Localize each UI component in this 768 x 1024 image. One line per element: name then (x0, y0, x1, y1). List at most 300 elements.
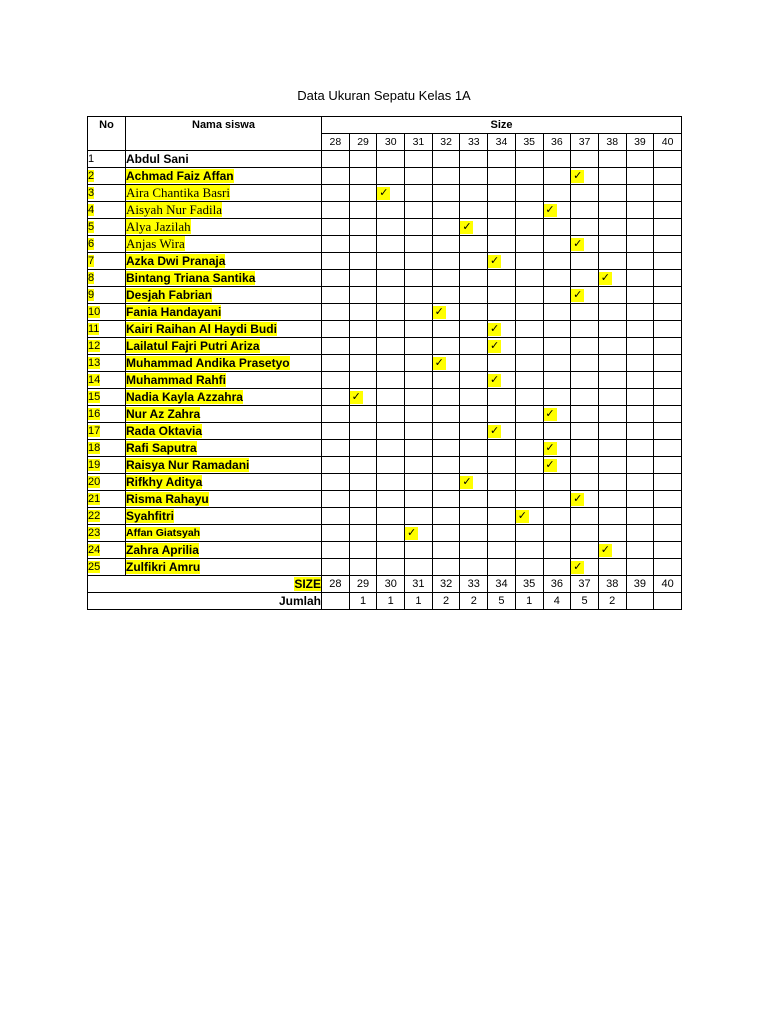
footer-size-value: 34 (488, 576, 516, 593)
size-cell (432, 525, 460, 542)
student-number-text: 6 (88, 238, 95, 250)
size-cell (598, 253, 626, 270)
size-cell (322, 542, 350, 559)
table-row (88, 185, 682, 202)
jumlah-value: 2 (432, 593, 460, 610)
size-cell (598, 355, 626, 372)
size-cell (626, 491, 654, 508)
size-cell (432, 491, 460, 508)
size-cell (460, 457, 488, 474)
size-cell (405, 185, 433, 202)
student-number (88, 151, 126, 168)
size-cell (598, 168, 626, 185)
size-cell (377, 185, 405, 202)
size-cell (543, 185, 571, 202)
size-column-header: 38 (598, 134, 626, 151)
size-cell (377, 287, 405, 304)
student-number-text: 4 (88, 204, 95, 216)
student-name-text: Abdul Sani (126, 152, 189, 166)
student-name-text: Aira Chantika Basri (126, 185, 230, 200)
size-cell (598, 525, 626, 542)
student-name-text: Lailatul Fajri Putri Ariza (126, 339, 260, 353)
size-cell (543, 270, 571, 287)
size-cell (322, 372, 350, 389)
size-cell (322, 355, 350, 372)
checkmark-icon: ✓ (545, 441, 555, 454)
checkmark-icon: ✓ (490, 322, 500, 335)
size-cell (432, 270, 460, 287)
size-cell (460, 185, 488, 202)
size-cell (515, 355, 543, 372)
size-cell (543, 219, 571, 236)
student-number (88, 423, 126, 440)
size-cell (654, 440, 682, 457)
student-name-text: Rafi Saputra (126, 441, 197, 455)
checkmark-icon: ✓ (517, 509, 527, 522)
size-cell (654, 287, 682, 304)
size-cell (405, 474, 433, 491)
size-cell (322, 219, 350, 236)
student-name-text: Risma Rahayu (126, 492, 209, 506)
size-cell (377, 525, 405, 542)
size-cell (349, 406, 377, 423)
size-cell (654, 389, 682, 406)
size-cell (488, 236, 516, 253)
size-cell (488, 372, 516, 389)
size-cell (405, 270, 433, 287)
size-cell (626, 236, 654, 253)
shoe-size-table (87, 116, 682, 610)
size-cell (432, 202, 460, 219)
footer-size-value: 30 (377, 576, 405, 593)
size-cell (432, 457, 460, 474)
size-cell (405, 457, 433, 474)
student-number (88, 525, 126, 542)
table-row (88, 440, 682, 457)
student-name (126, 542, 322, 559)
size-cell (488, 508, 516, 525)
size-cell (349, 202, 377, 219)
size-cell (488, 542, 516, 559)
checkmark-icon: ✓ (490, 424, 500, 437)
student-name (126, 474, 322, 491)
size-cell (322, 338, 350, 355)
student-name (126, 525, 322, 542)
size-column-header: 37 (571, 134, 599, 151)
size-cell (515, 508, 543, 525)
size-cell (571, 202, 599, 219)
size-cell (377, 202, 405, 219)
student-number (88, 440, 126, 457)
size-column-header: 31 (405, 134, 433, 151)
jumlah-value: 1 (377, 593, 405, 610)
size-cell (488, 525, 516, 542)
size-cell (515, 219, 543, 236)
jumlah-value (322, 593, 350, 610)
size-cell (349, 508, 377, 525)
footer-size-value: 37 (571, 576, 599, 593)
size-cell (654, 491, 682, 508)
checkmark-icon: ✓ (545, 203, 555, 216)
footer-size-value: 32 (432, 576, 460, 593)
size-cell (515, 304, 543, 321)
size-column-header: 28 (322, 134, 350, 151)
size-cell (654, 219, 682, 236)
size-cell (377, 423, 405, 440)
size-cell (432, 338, 460, 355)
jumlah-value: 1 (515, 593, 543, 610)
table-row (88, 236, 682, 253)
size-cell (349, 304, 377, 321)
size-cell (488, 474, 516, 491)
size-cell (488, 321, 516, 338)
size-cell (598, 202, 626, 219)
size-cell (488, 151, 516, 168)
size-cell (571, 338, 599, 355)
header-no: No (88, 117, 126, 151)
size-cell (654, 253, 682, 270)
size-cell (571, 423, 599, 440)
table-row (88, 253, 682, 270)
student-name (126, 457, 322, 474)
size-cell (598, 151, 626, 168)
size-cell (571, 270, 599, 287)
checkmark-icon: ✓ (434, 356, 444, 369)
size-cell (377, 389, 405, 406)
student-number-text: 16 (88, 408, 101, 420)
size-cell (377, 270, 405, 287)
checkmark-icon: ✓ (490, 373, 500, 386)
footer-jumlah-row (88, 593, 682, 610)
footer-size-value: 39 (626, 576, 654, 593)
size-cell (432, 423, 460, 440)
size-cell (626, 338, 654, 355)
size-cell (543, 389, 571, 406)
size-cell (515, 525, 543, 542)
header-name: Nama siswa (126, 117, 322, 151)
size-cell (626, 253, 654, 270)
size-cell (543, 202, 571, 219)
size-cell (654, 457, 682, 474)
size-cell (515, 287, 543, 304)
size-cell (460, 321, 488, 338)
size-cell (654, 355, 682, 372)
student-name (126, 202, 322, 219)
size-cell (515, 236, 543, 253)
size-cell (543, 440, 571, 457)
size-cell (349, 338, 377, 355)
size-cell (432, 253, 460, 270)
size-cell (626, 202, 654, 219)
size-cell (432, 406, 460, 423)
size-cell (543, 559, 571, 576)
size-cell (488, 559, 516, 576)
student-number-text: 13 (88, 357, 101, 369)
student-name-text: Nadia Kayla Azzahra (126, 390, 243, 404)
size-column-header: 29 (349, 134, 377, 151)
size-cell (543, 304, 571, 321)
size-cell (460, 440, 488, 457)
student-number-text: 22 (88, 510, 101, 522)
size-cell (460, 338, 488, 355)
student-number (88, 508, 126, 525)
size-column-header: 40 (654, 134, 682, 151)
student-number-text: 11 (88, 323, 100, 335)
student-name (126, 219, 322, 236)
size-cell (432, 542, 460, 559)
size-cell (322, 423, 350, 440)
size-cell (460, 389, 488, 406)
footer-size-row (88, 576, 682, 593)
student-name-text: Syahfitri (126, 509, 175, 523)
student-name (126, 423, 322, 440)
size-cell (460, 406, 488, 423)
checkmark-icon: ✓ (434, 305, 444, 318)
size-cell (515, 389, 543, 406)
size-cell (488, 253, 516, 270)
size-cell (543, 236, 571, 253)
table-row (88, 168, 682, 185)
size-cell (405, 559, 433, 576)
size-cell (543, 423, 571, 440)
size-cell (571, 253, 599, 270)
table-row (88, 491, 682, 508)
size-cell (654, 270, 682, 287)
student-name (126, 372, 322, 389)
size-cell (432, 559, 460, 576)
size-cell (654, 202, 682, 219)
size-cell (488, 423, 516, 440)
size-cell (349, 440, 377, 457)
size-cell (515, 338, 543, 355)
checkmark-icon: ✓ (490, 339, 500, 352)
student-number (88, 491, 126, 508)
student-name (126, 338, 322, 355)
size-cell (598, 236, 626, 253)
checkmark-icon: ✓ (573, 560, 583, 573)
size-cell (405, 440, 433, 457)
checkmark-icon: ✓ (573, 237, 583, 250)
size-cell (626, 372, 654, 389)
footer-size-value: 35 (515, 576, 543, 593)
size-cell (571, 372, 599, 389)
size-cell (349, 525, 377, 542)
size-cell (488, 440, 516, 457)
size-cell (432, 321, 460, 338)
checkmark-icon: ✓ (406, 526, 417, 539)
checkmark-icon: ✓ (379, 186, 389, 199)
size-cell (460, 287, 488, 304)
student-name-text: Azka Dwi Pranaja (126, 254, 226, 268)
size-cell (515, 406, 543, 423)
size-cell (515, 270, 543, 287)
size-cell (322, 168, 350, 185)
student-number (88, 355, 126, 372)
table-row (88, 304, 682, 321)
footer-size-value: 28 (322, 576, 350, 593)
student-number-text: 8 (88, 272, 95, 284)
size-cell (488, 270, 516, 287)
student-name-text: Nur Az Zahra (126, 407, 201, 421)
student-name (126, 185, 322, 202)
size-cell (405, 236, 433, 253)
size-cell (377, 219, 405, 236)
size-cell (654, 168, 682, 185)
table-row (88, 542, 682, 559)
jumlah-value (654, 593, 682, 610)
size-cell (432, 236, 460, 253)
size-cell (322, 253, 350, 270)
footer-size-value: 33 (460, 576, 488, 593)
student-number (88, 406, 126, 423)
student-number-text: 5 (88, 221, 95, 233)
table-row (88, 389, 682, 406)
size-cell (377, 338, 405, 355)
size-cell (654, 406, 682, 423)
size-cell (322, 321, 350, 338)
size-cell (598, 321, 626, 338)
size-cell (377, 372, 405, 389)
size-cell (626, 389, 654, 406)
size-cell (654, 423, 682, 440)
size-cell (349, 185, 377, 202)
size-cell (460, 355, 488, 372)
student-number-text: 10 (88, 306, 101, 318)
size-cell (571, 474, 599, 491)
size-cell (515, 253, 543, 270)
student-name (126, 440, 322, 457)
student-name (126, 236, 322, 253)
size-cell (571, 185, 599, 202)
student-number (88, 457, 126, 474)
student-rows (88, 151, 682, 576)
jumlah-value: 5 (488, 593, 516, 610)
size-cell (515, 202, 543, 219)
size-cell (322, 406, 350, 423)
student-number-text: 24 (88, 544, 101, 556)
size-cell (377, 355, 405, 372)
size-cell (405, 321, 433, 338)
size-cell (322, 457, 350, 474)
size-cell (349, 355, 377, 372)
size-cell (654, 151, 682, 168)
checkmark-icon: ✓ (462, 220, 472, 233)
checkmark-icon: ✓ (600, 543, 610, 556)
footer-size-value: 36 (543, 576, 571, 593)
size-cell (598, 185, 626, 202)
size-cell (543, 406, 571, 423)
student-name (126, 406, 322, 423)
checkmark-icon: ✓ (490, 254, 500, 267)
size-cell (432, 372, 460, 389)
student-name-text: Zahra Aprilia (126, 543, 199, 557)
size-cell (349, 491, 377, 508)
student-number (88, 338, 126, 355)
footer-size-value: 40 (654, 576, 682, 593)
student-name (126, 355, 322, 372)
table-row (88, 474, 682, 491)
size-cell (654, 236, 682, 253)
size-cell (322, 389, 350, 406)
size-cell (405, 355, 433, 372)
size-cell (598, 542, 626, 559)
student-number (88, 253, 126, 270)
size-cell (626, 559, 654, 576)
table-row (88, 270, 682, 287)
size-cell (543, 457, 571, 474)
size-cell (488, 406, 516, 423)
size-cell (571, 389, 599, 406)
size-cell (515, 151, 543, 168)
size-cell (598, 440, 626, 457)
jumlah-value: 2 (598, 593, 626, 610)
student-name-text: Anjas Wira (126, 236, 185, 251)
student-name-text: Achmad Faiz Affan (126, 169, 234, 183)
size-cell (322, 491, 350, 508)
student-number-text: 15 (88, 391, 101, 403)
size-cell (322, 185, 350, 202)
student-name-text: Affan Giatsyah (126, 527, 201, 539)
size-cell (571, 559, 599, 576)
size-cell (322, 440, 350, 457)
size-cell (626, 287, 654, 304)
size-cell (543, 338, 571, 355)
jumlah-value (626, 593, 654, 610)
size-cell (432, 168, 460, 185)
size-cell (460, 151, 488, 168)
student-number-text: 2 (88, 170, 95, 182)
checkmark-icon: ✓ (351, 390, 361, 403)
student-number (88, 304, 126, 321)
size-cell (598, 287, 626, 304)
size-cell (626, 219, 654, 236)
footer-jumlah-label: Jumlah (88, 593, 322, 610)
size-cell (654, 559, 682, 576)
size-cell (405, 525, 433, 542)
size-cell (515, 372, 543, 389)
size-cell (460, 253, 488, 270)
size-cell (377, 321, 405, 338)
student-number (88, 372, 126, 389)
footer-size-label: SIZE (88, 576, 322, 593)
size-cell (488, 287, 516, 304)
table-row (88, 406, 682, 423)
size-cell (460, 508, 488, 525)
size-cell (405, 151, 433, 168)
checkmark-icon: ✓ (545, 407, 555, 420)
student-name-text: Muhammad Andika Prasetyo (126, 356, 290, 370)
student-number-text: 7 (88, 255, 95, 267)
size-cell (654, 508, 682, 525)
size-cell (598, 508, 626, 525)
table-row (88, 457, 682, 474)
size-cell (405, 304, 433, 321)
size-cell (432, 355, 460, 372)
size-cell (349, 151, 377, 168)
student-name-text: Zulfikri Amru (126, 560, 201, 574)
size-cell (349, 236, 377, 253)
size-cell (349, 559, 377, 576)
size-cell (349, 457, 377, 474)
size-cell (515, 491, 543, 508)
size-cell (543, 372, 571, 389)
size-cell (488, 202, 516, 219)
size-cell (598, 491, 626, 508)
size-cell (349, 423, 377, 440)
size-cell (405, 287, 433, 304)
size-cell (405, 219, 433, 236)
size-cell (432, 287, 460, 304)
